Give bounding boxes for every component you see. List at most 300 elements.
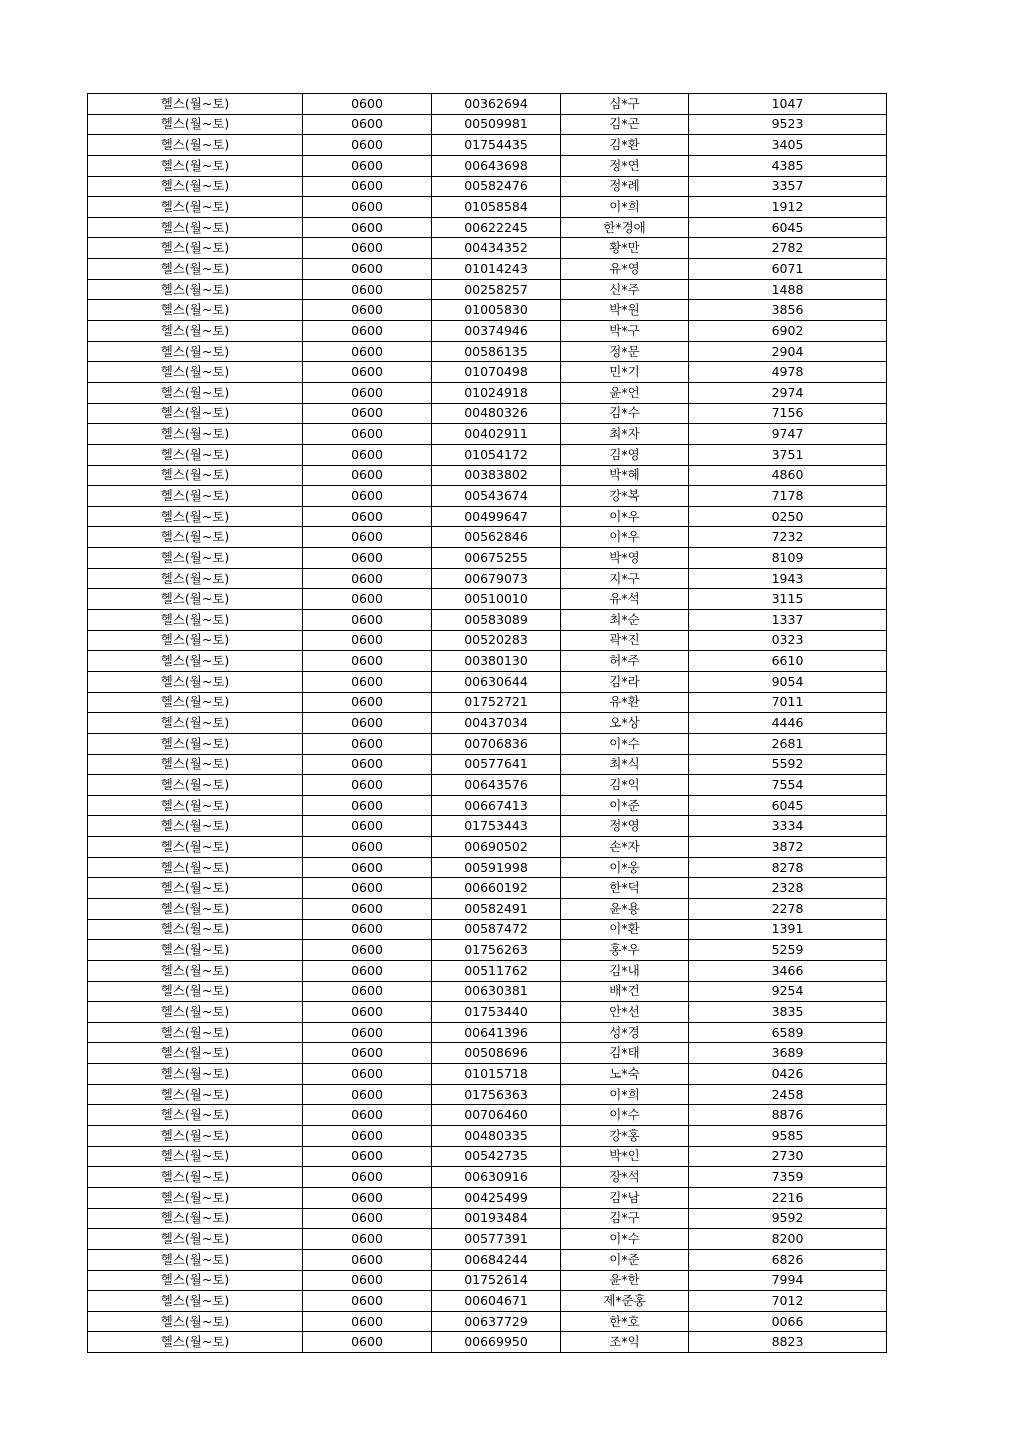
program-cell: 헬스(월~토): [88, 775, 303, 796]
code-cell: 0426: [689, 1064, 887, 1085]
code-cell: 6045: [689, 217, 887, 238]
program-cell: 헬스(월~토): [88, 1084, 303, 1105]
program-cell: 헬스(월~토): [88, 382, 303, 403]
program-cell: 헬스(월~토): [88, 589, 303, 610]
program-cell: 헬스(월~토): [88, 403, 303, 424]
member-id-cell: 01756263: [432, 940, 561, 961]
name-cell: 유*환: [561, 692, 689, 713]
time-cell: 0600: [303, 1022, 432, 1043]
time-cell: 0600: [303, 1311, 432, 1332]
program-cell: 헬스(월~토): [88, 444, 303, 465]
time-cell: 0600: [303, 733, 432, 754]
code-cell: 3856: [689, 300, 887, 321]
code-cell: 7156: [689, 403, 887, 424]
table-row: [88, 238, 887, 259]
member-id-cell: 01024918: [432, 382, 561, 403]
code-cell: 3466: [689, 960, 887, 981]
code-cell: 3334: [689, 816, 887, 837]
time-cell: 0600: [303, 465, 432, 486]
code-cell: 7178: [689, 486, 887, 507]
name-cell: 강*홍: [561, 1126, 689, 1147]
program-cell: 헬스(월~토): [88, 1126, 303, 1147]
name-cell: 박*혜: [561, 465, 689, 486]
table-row: [88, 671, 887, 692]
member-id-cell: 00508696: [432, 1043, 561, 1064]
name-cell: 장*석: [561, 1167, 689, 1188]
table-row: [88, 1311, 887, 1332]
table-row: [88, 217, 887, 238]
time-cell: 0600: [303, 238, 432, 259]
time-cell: 0600: [303, 589, 432, 610]
table-row: [88, 589, 887, 610]
name-cell: 이*준: [561, 1249, 689, 1270]
code-cell: 3115: [689, 589, 887, 610]
name-cell: 이*수: [561, 1229, 689, 1250]
code-cell: 2458: [689, 1084, 887, 1105]
name-cell: 지*구: [561, 568, 689, 589]
time-cell: 0600: [303, 713, 432, 734]
table-row: [88, 176, 887, 197]
table-row: [88, 1208, 887, 1229]
name-cell: 안*선: [561, 1002, 689, 1023]
code-cell: 9585: [689, 1126, 887, 1147]
code-cell: 4978: [689, 362, 887, 383]
table-row: [88, 1064, 887, 1085]
table-row: [88, 362, 887, 383]
time-cell: 0600: [303, 321, 432, 342]
name-cell: 이*희: [561, 1084, 689, 1105]
code-cell: 3835: [689, 1002, 887, 1023]
time-cell: 0600: [303, 960, 432, 981]
member-id-cell: 00577641: [432, 754, 561, 775]
name-cell: 손*자: [561, 837, 689, 858]
member-id-cell: 00258257: [432, 279, 561, 300]
name-cell: 오*상: [561, 713, 689, 734]
member-id-cell: 01752721: [432, 692, 561, 713]
table-row: [88, 651, 887, 672]
code-cell: 4860: [689, 465, 887, 486]
time-cell: 0600: [303, 1064, 432, 1085]
table-row: [88, 259, 887, 280]
code-cell: 9523: [689, 114, 887, 135]
time-cell: 0600: [303, 548, 432, 569]
table-row: [88, 816, 887, 837]
member-id-cell: 00582476: [432, 176, 561, 197]
table-row: [88, 321, 887, 342]
table-row: [88, 733, 887, 754]
program-cell: 헬스(월~토): [88, 733, 303, 754]
time-cell: 0600: [303, 176, 432, 197]
program-cell: 헬스(월~토): [88, 94, 303, 115]
time-cell: 0600: [303, 403, 432, 424]
table-row: [88, 1332, 887, 1353]
time-cell: 0600: [303, 1126, 432, 1147]
name-cell: 제*준홍: [561, 1291, 689, 1312]
table-row: [88, 197, 887, 218]
program-cell: 헬스(월~토): [88, 1332, 303, 1353]
time-cell: 0600: [303, 940, 432, 961]
time-cell: 0600: [303, 341, 432, 362]
time-cell: 0600: [303, 506, 432, 527]
name-cell: 이*웅: [561, 857, 689, 878]
program-cell: 헬스(월~토): [88, 176, 303, 197]
code-cell: 2681: [689, 733, 887, 754]
table-row: [88, 382, 887, 403]
code-cell: 1912: [689, 197, 887, 218]
member-id-cell: 00380130: [432, 651, 561, 672]
member-id-cell: 00660192: [432, 878, 561, 899]
name-cell: 김*영: [561, 444, 689, 465]
name-cell: 윤*언: [561, 382, 689, 403]
time-cell: 0600: [303, 857, 432, 878]
program-cell: 헬스(월~토): [88, 1167, 303, 1188]
member-id-cell: 00630381: [432, 981, 561, 1002]
code-cell: 7011: [689, 692, 887, 713]
time-cell: 0600: [303, 259, 432, 280]
member-id-cell: 01070498: [432, 362, 561, 383]
time-cell: 0600: [303, 217, 432, 238]
table-row: [88, 898, 887, 919]
code-cell: 1488: [689, 279, 887, 300]
program-cell: 헬스(월~토): [88, 857, 303, 878]
program-cell: 헬스(월~토): [88, 300, 303, 321]
table-row: [88, 548, 887, 569]
time-cell: 0600: [303, 1002, 432, 1023]
name-cell: 최*순: [561, 610, 689, 631]
program-cell: 헬스(월~토): [88, 692, 303, 713]
table-row: [88, 837, 887, 858]
table-row: [88, 713, 887, 734]
time-cell: 0600: [303, 1105, 432, 1126]
table-row: [88, 919, 887, 940]
code-cell: 2904: [689, 341, 887, 362]
time-cell: 0600: [303, 94, 432, 115]
program-cell: 헬스(월~토): [88, 1002, 303, 1023]
member-id-cell: 00641396: [432, 1022, 561, 1043]
code-cell: 3751: [689, 444, 887, 465]
name-cell: 허*주: [561, 651, 689, 672]
time-cell: 0600: [303, 754, 432, 775]
member-id-cell: 00643576: [432, 775, 561, 796]
time-cell: 0600: [303, 610, 432, 631]
code-cell: 6826: [689, 1249, 887, 1270]
time-cell: 0600: [303, 775, 432, 796]
program-cell: 헬스(월~토): [88, 548, 303, 569]
member-id-cell: 00402911: [432, 424, 561, 445]
member-id-cell: 01753443: [432, 816, 561, 837]
member-id-cell: 00434352: [432, 238, 561, 259]
member-id-cell: 00622245: [432, 217, 561, 238]
code-cell: 9054: [689, 671, 887, 692]
table-row: [88, 135, 887, 156]
table-row: [88, 527, 887, 548]
member-id-cell: 01054172: [432, 444, 561, 465]
time-cell: 0600: [303, 651, 432, 672]
member-id-cell: 00675255: [432, 548, 561, 569]
member-id-cell: 00542735: [432, 1146, 561, 1167]
time-cell: 0600: [303, 837, 432, 858]
program-cell: 헬스(월~토): [88, 238, 303, 259]
member-id-cell: 00480326: [432, 403, 561, 424]
code-cell: 0250: [689, 506, 887, 527]
code-cell: 8200: [689, 1229, 887, 1250]
member-id-cell: 01058584: [432, 197, 561, 218]
table-row: [88, 1187, 887, 1208]
code-cell: 1943: [689, 568, 887, 589]
member-id-cell: 00630644: [432, 671, 561, 692]
member-id-cell: 01014243: [432, 259, 561, 280]
code-cell: 6902: [689, 321, 887, 342]
name-cell: 정*연: [561, 155, 689, 176]
name-cell: 한*호: [561, 1311, 689, 1332]
program-cell: 헬스(월~토): [88, 341, 303, 362]
code-cell: 6071: [689, 259, 887, 280]
name-cell: 김*환: [561, 135, 689, 156]
member-id-cell: 00577391: [432, 1229, 561, 1250]
name-cell: 한*경애: [561, 217, 689, 238]
member-id-cell: 01756363: [432, 1084, 561, 1105]
name-cell: 유*석: [561, 589, 689, 610]
program-cell: 헬스(월~토): [88, 259, 303, 280]
table-row: [88, 341, 887, 362]
table-row: [88, 1229, 887, 1250]
table-row: [88, 465, 887, 486]
program-cell: 헬스(월~토): [88, 1187, 303, 1208]
table-row: [88, 1084, 887, 1105]
time-cell: 0600: [303, 981, 432, 1002]
code-cell: 7012: [689, 1291, 887, 1312]
name-cell: 박*영: [561, 548, 689, 569]
program-cell: 헬스(월~토): [88, 610, 303, 631]
program-cell: 헬스(월~토): [88, 135, 303, 156]
time-cell: 0600: [303, 362, 432, 383]
program-cell: 헬스(월~토): [88, 960, 303, 981]
member-id-cell: 00706460: [432, 1105, 561, 1126]
member-id-cell: 00630916: [432, 1167, 561, 1188]
code-cell: 1391: [689, 919, 887, 940]
code-cell: 3872: [689, 837, 887, 858]
name-cell: 정*문: [561, 341, 689, 362]
program-cell: 헬스(월~토): [88, 1249, 303, 1270]
table-row: [88, 1022, 887, 1043]
table-row: [88, 94, 887, 115]
program-cell: 헬스(월~토): [88, 1270, 303, 1291]
member-id-cell: 00562846: [432, 527, 561, 548]
table-row: [88, 1167, 887, 1188]
member-id-cell: 00643698: [432, 155, 561, 176]
program-cell: 헬스(월~토): [88, 217, 303, 238]
time-cell: 0600: [303, 671, 432, 692]
code-cell: 8876: [689, 1105, 887, 1126]
program-cell: 헬스(월~토): [88, 919, 303, 940]
name-cell: 유*영: [561, 259, 689, 280]
program-cell: 헬스(월~토): [88, 568, 303, 589]
program-cell: 헬스(월~토): [88, 424, 303, 445]
name-cell: 이*수: [561, 733, 689, 754]
table-row: [88, 940, 887, 961]
time-cell: 0600: [303, 1332, 432, 1353]
table-row: [88, 155, 887, 176]
program-cell: 헬스(월~토): [88, 1311, 303, 1332]
table-row: [88, 1291, 887, 1312]
code-cell: 0323: [689, 630, 887, 651]
time-cell: 0600: [303, 795, 432, 816]
name-cell: 박*구: [561, 321, 689, 342]
name-cell: 노*숙: [561, 1064, 689, 1085]
program-cell: 헬스(월~토): [88, 527, 303, 548]
name-cell: 박*원: [561, 300, 689, 321]
program-cell: 헬스(월~토): [88, 506, 303, 527]
table-body: [88, 94, 887, 1353]
member-id-cell: 00383802: [432, 465, 561, 486]
code-cell: 6589: [689, 1022, 887, 1043]
time-cell: 0600: [303, 898, 432, 919]
code-cell: 6610: [689, 651, 887, 672]
name-cell: 홍*우: [561, 940, 689, 961]
table-row: [88, 424, 887, 445]
table-row: [88, 1270, 887, 1291]
program-cell: 헬스(월~토): [88, 1105, 303, 1126]
name-cell: 김*내: [561, 960, 689, 981]
program-cell: 헬스(월~토): [88, 1022, 303, 1043]
time-cell: 0600: [303, 1043, 432, 1064]
program-cell: 헬스(월~토): [88, 878, 303, 899]
program-cell: 헬스(월~토): [88, 486, 303, 507]
member-id-cell: 00511762: [432, 960, 561, 981]
time-cell: 0600: [303, 197, 432, 218]
program-cell: 헬스(월~토): [88, 754, 303, 775]
time-cell: 0600: [303, 1084, 432, 1105]
name-cell: 김*라: [561, 671, 689, 692]
code-cell: 8823: [689, 1332, 887, 1353]
code-cell: 2782: [689, 238, 887, 259]
time-cell: 0600: [303, 1270, 432, 1291]
table-row: [88, 610, 887, 631]
time-cell: 0600: [303, 1146, 432, 1167]
table-row: [88, 878, 887, 899]
time-cell: 0600: [303, 1229, 432, 1250]
program-cell: 헬스(월~토): [88, 197, 303, 218]
time-cell: 0600: [303, 279, 432, 300]
code-cell: 9747: [689, 424, 887, 445]
table-row: [88, 692, 887, 713]
member-id-cell: 00587472: [432, 919, 561, 940]
code-cell: 6045: [689, 795, 887, 816]
program-cell: 헬스(월~토): [88, 279, 303, 300]
name-cell: 배*건: [561, 981, 689, 1002]
program-cell: 헬스(월~토): [88, 713, 303, 734]
table-row: [88, 960, 887, 981]
member-id-cell: 00480335: [432, 1126, 561, 1147]
member-id-cell: 00679073: [432, 568, 561, 589]
name-cell: 김*익: [561, 775, 689, 796]
name-cell: 최*자: [561, 424, 689, 445]
time-cell: 0600: [303, 878, 432, 899]
name-cell: 김*남: [561, 1187, 689, 1208]
name-cell: 조*익: [561, 1332, 689, 1353]
code-cell: 9592: [689, 1208, 887, 1229]
name-cell: 성*경: [561, 1022, 689, 1043]
member-id-cell: 00706836: [432, 733, 561, 754]
table-row: [88, 1146, 887, 1167]
code-cell: 1337: [689, 610, 887, 631]
member-id-cell: 00690502: [432, 837, 561, 858]
name-cell: 강*복: [561, 486, 689, 507]
member-id-cell: 00582491: [432, 898, 561, 919]
time-cell: 0600: [303, 1249, 432, 1270]
member-id-cell: 00543674: [432, 486, 561, 507]
member-id-cell: 00510010: [432, 589, 561, 610]
table-row: [88, 506, 887, 527]
code-cell: 2278: [689, 898, 887, 919]
name-cell: 윤*한: [561, 1270, 689, 1291]
program-cell: 헬스(월~토): [88, 651, 303, 672]
member-id-cell: 00509981: [432, 114, 561, 135]
table-row: [88, 444, 887, 465]
table-row: [88, 857, 887, 878]
code-cell: 2730: [689, 1146, 887, 1167]
code-cell: 7232: [689, 527, 887, 548]
member-id-cell: 00604671: [432, 1291, 561, 1312]
code-cell: 2974: [689, 382, 887, 403]
time-cell: 0600: [303, 527, 432, 548]
table-row: [88, 1105, 887, 1126]
member-id-cell: 01753440: [432, 1002, 561, 1023]
code-cell: 5592: [689, 754, 887, 775]
name-cell: 민*기: [561, 362, 689, 383]
code-cell: 7359: [689, 1167, 887, 1188]
code-cell: 3689: [689, 1043, 887, 1064]
member-id-cell: 00374946: [432, 321, 561, 342]
program-cell: 헬스(월~토): [88, 795, 303, 816]
member-id-cell: 00669950: [432, 1332, 561, 1353]
name-cell: 이*준: [561, 795, 689, 816]
member-id-cell: 00362694: [432, 94, 561, 115]
program-cell: 헬스(월~토): [88, 837, 303, 858]
name-cell: 박*인: [561, 1146, 689, 1167]
time-cell: 0600: [303, 568, 432, 589]
code-cell: 7554: [689, 775, 887, 796]
member-id-cell: 01015718: [432, 1064, 561, 1085]
program-cell: 헬스(월~토): [88, 1208, 303, 1229]
member-id-cell: 00684244: [432, 1249, 561, 1270]
time-cell: 0600: [303, 424, 432, 445]
code-cell: 7994: [689, 1270, 887, 1291]
name-cell: 김*구: [561, 1208, 689, 1229]
table-row: [88, 981, 887, 1002]
member-id-cell: 01005830: [432, 300, 561, 321]
program-cell: 헬스(월~토): [88, 630, 303, 651]
code-cell: 8278: [689, 857, 887, 878]
time-cell: 0600: [303, 135, 432, 156]
name-cell: 최*식: [561, 754, 689, 775]
time-cell: 0600: [303, 114, 432, 135]
code-cell: 4385: [689, 155, 887, 176]
name-cell: 곽*진: [561, 630, 689, 651]
code-cell: 0066: [689, 1311, 887, 1332]
name-cell: 김*곤: [561, 114, 689, 135]
member-id-cell: 00583089: [432, 610, 561, 631]
program-cell: 헬스(월~토): [88, 1043, 303, 1064]
program-cell: 헬스(월~토): [88, 321, 303, 342]
member-id-cell: 01754435: [432, 135, 561, 156]
program-cell: 헬스(월~토): [88, 940, 303, 961]
name-cell: 심*구: [561, 94, 689, 115]
table-row: [88, 630, 887, 651]
program-cell: 헬스(월~토): [88, 1064, 303, 1085]
name-cell: 윤*용: [561, 898, 689, 919]
program-cell: 헬스(월~토): [88, 898, 303, 919]
